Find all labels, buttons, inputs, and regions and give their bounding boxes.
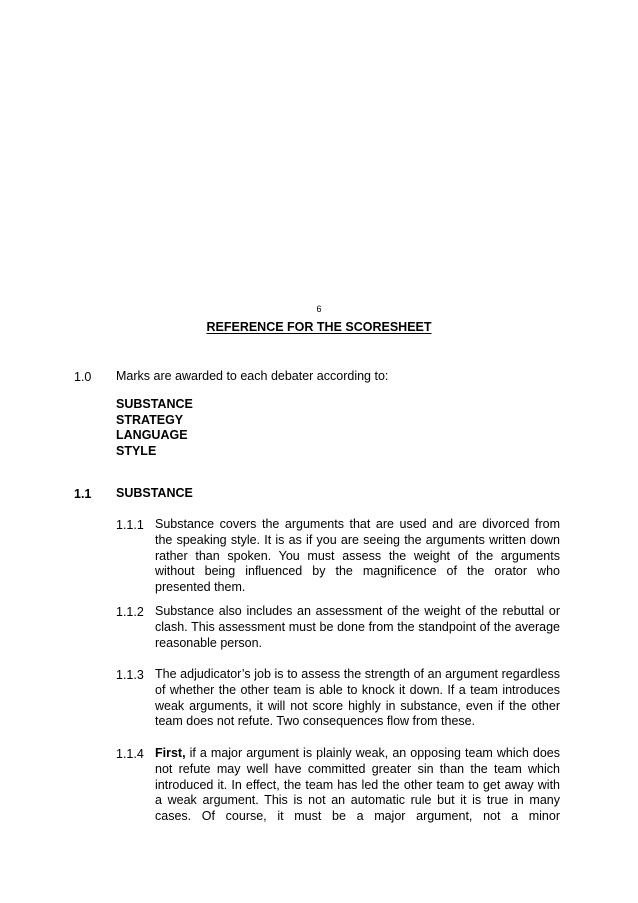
section-number-1-0: 1.0	[74, 370, 92, 384]
section-number-1-1: 1.1	[74, 487, 92, 501]
criteria-item-strategy: STRATEGY	[116, 412, 184, 427]
paragraph-1-1-3: The adjudicator’s job is to assess the strength of an argument regardless of whether the other team is able to knock it down. If a team introduces weak arguments, it will not score highly in substance, even if the other team does not refute. Two consequences flow from these.	[155, 667, 560, 729]
page-number: 6	[316, 304, 322, 314]
criteria-item-substance: SUBSTANCE	[116, 397, 193, 411]
paragraph-number-1-1-1: 1.1.1	[116, 518, 144, 532]
paragraph-1-1-2: Substance also includes an assessment of the weight of the rebuttal or clash. This assessment must be done from the standpoint of the average reasonable person.	[155, 604, 560, 650]
criteria-list	[116, 397, 193, 459]
section-1-0-text: Marks are awarded to each debater according to:	[116, 369, 389, 383]
paragraph-number-1-1-2: 1.1.2	[116, 605, 144, 619]
paragraph-number-1-1-4: 1.1.4	[116, 747, 144, 761]
section-1-1-heading: SUBSTANCE	[116, 486, 193, 500]
paragraph-number-1-1-3: 1.1.3	[116, 668, 144, 682]
criteria-item-language: LANGUAGE	[116, 428, 188, 443]
page-title	[0, 320, 638, 334]
paragraph-1-1-4	[155, 746, 560, 825]
criteria-item-style: STYLE	[116, 443, 157, 458]
paragraph-1-1-1: Substance covers the arguments that are used and are divorced from the speaking style. It is as if you are seeing the arguments written down rather than spoken. You must assess the weight of the arguments without being influenced by the magnificence of the orator who presented them.	[155, 517, 560, 595]
paragraph-1-1-4-text: if a major argument is plainly weak, an opposing team which does not refute may well have committed greater sin than the team which introduced it. In effect, the team has led the other team to get away with a weak argument. This is not an automatic rule but it is true in many cases. Of course, it must be a major argument, not a minor	[155, 746, 560, 824]
paragraph-1-1-4-lead: First,	[155, 746, 186, 760]
page-title-text: REFERENCE FOR THE SCORESHEET	[206, 320, 432, 334]
